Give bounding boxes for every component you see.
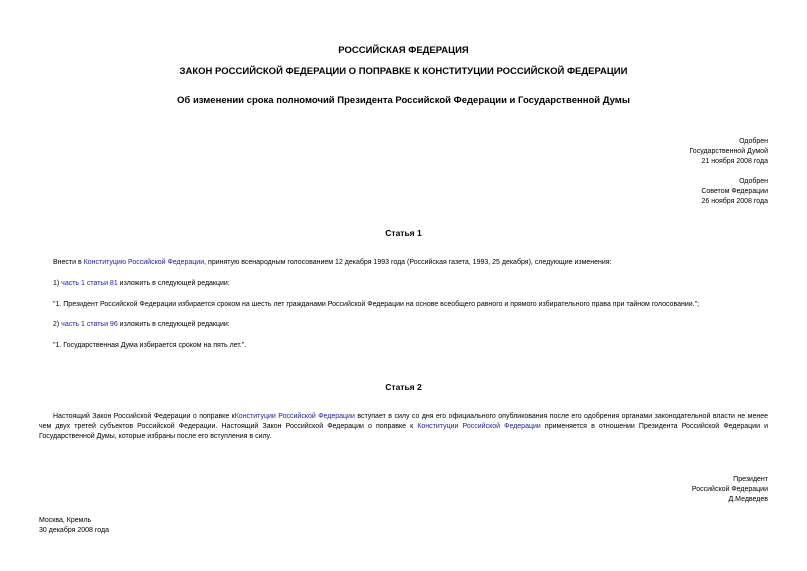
place-date-block <box>39 516 109 536</box>
approval-body: Советом Федерации <box>701 188 768 195</box>
article-1-item-1-text: "1. Президент Российской Федерации избирается сроком на шесть лет гражданами Российской Федерации на основе всеобщего равного и прямого избирательного права при тайном голосовании."; <box>53 301 700 308</box>
approval-date: 21 ноября 2008 года <box>701 158 768 165</box>
approval-status: Одобрен <box>739 178 768 185</box>
signature-name: Д.Медведев <box>728 496 768 503</box>
article-96-link[interactable]: часть 1 статьи 96 <box>61 321 118 328</box>
article-1-item-2-text: "1. Государственная Дума избирается сроком на пять лет.". <box>53 342 247 349</box>
signature-title: Президент <box>733 476 768 483</box>
approval-date: 26 ноября 2008 года <box>701 198 768 205</box>
constitution-link-2[interactable]: Конституции Российской Федерации <box>417 423 541 430</box>
intro-text-before: Внести в <box>53 259 84 266</box>
signing-place: Москва, Кремль <box>39 517 92 524</box>
approval-status: Одобрен <box>739 138 768 145</box>
item-number: 1) <box>53 280 62 287</box>
signing-date: 30 декабря 2008 года <box>39 527 110 534</box>
law-subtitle: Об изменении срока полномочий Президента Российской Федерации и Государственной Думы <box>177 95 630 106</box>
approval-body: Государственной Думой <box>689 148 768 155</box>
article-1-intro <box>53 258 773 268</box>
item-text: изложить в следующей редакции: <box>117 280 230 287</box>
article-2-heading: Статья 2 <box>385 382 422 392</box>
approval-duma <box>689 137 768 167</box>
signature-country: Российской Федерации <box>691 486 768 493</box>
article-2-text-3: применяется в отношении Президента Российской Федерации и Государственной Думы, которые избраны после его вступления в силу. <box>39 423 769 440</box>
article-1-heading: Статья 1 <box>385 228 422 238</box>
article-1-item-2 <box>53 320 773 330</box>
article-1-item-1 <box>53 279 773 289</box>
intro-text-after: , принятую всенародным голосованием 12 декабря 1993 года (Российская газета, 1993, 25 декабря), следующие изменения: <box>204 259 612 266</box>
article-2-text-2: вступает в силу со дня его официального опубликования после его одобрения органами законодательной власти не менее чем двух третей субъектов Российской Федерации. Настоящий Закон Российской Федерации о поправке к <box>39 413 768 430</box>
item-text: изложить в следующей редакции: <box>117 321 230 328</box>
constitution-link[interactable]: Конституцию Российской Федерации <box>83 259 205 266</box>
law-title: ЗАКОН РОССИЙСКОЙ ФЕДЕРАЦИИ О ПОПРАВКЕ К КОНСТИТУЦИИ РОССИЙСКОЙ ФЕДЕРАЦИИ <box>179 66 628 77</box>
approval-federation-council <box>701 177 768 207</box>
constitution-link-1[interactable]: Конституции Российской Федерации <box>234 413 355 420</box>
article-81-link[interactable]: часть 1 статьи 81 <box>61 280 118 287</box>
article-2-text-1: Настоящий Закон Российской Федерации о поправке к <box>53 413 235 420</box>
article-2-paragraph <box>39 412 768 442</box>
country-title: РОССИЙСКАЯ ФЕДЕРАЦИЯ <box>338 45 469 56</box>
signature-block <box>692 475 768 505</box>
item-number: 2) <box>53 321 62 328</box>
